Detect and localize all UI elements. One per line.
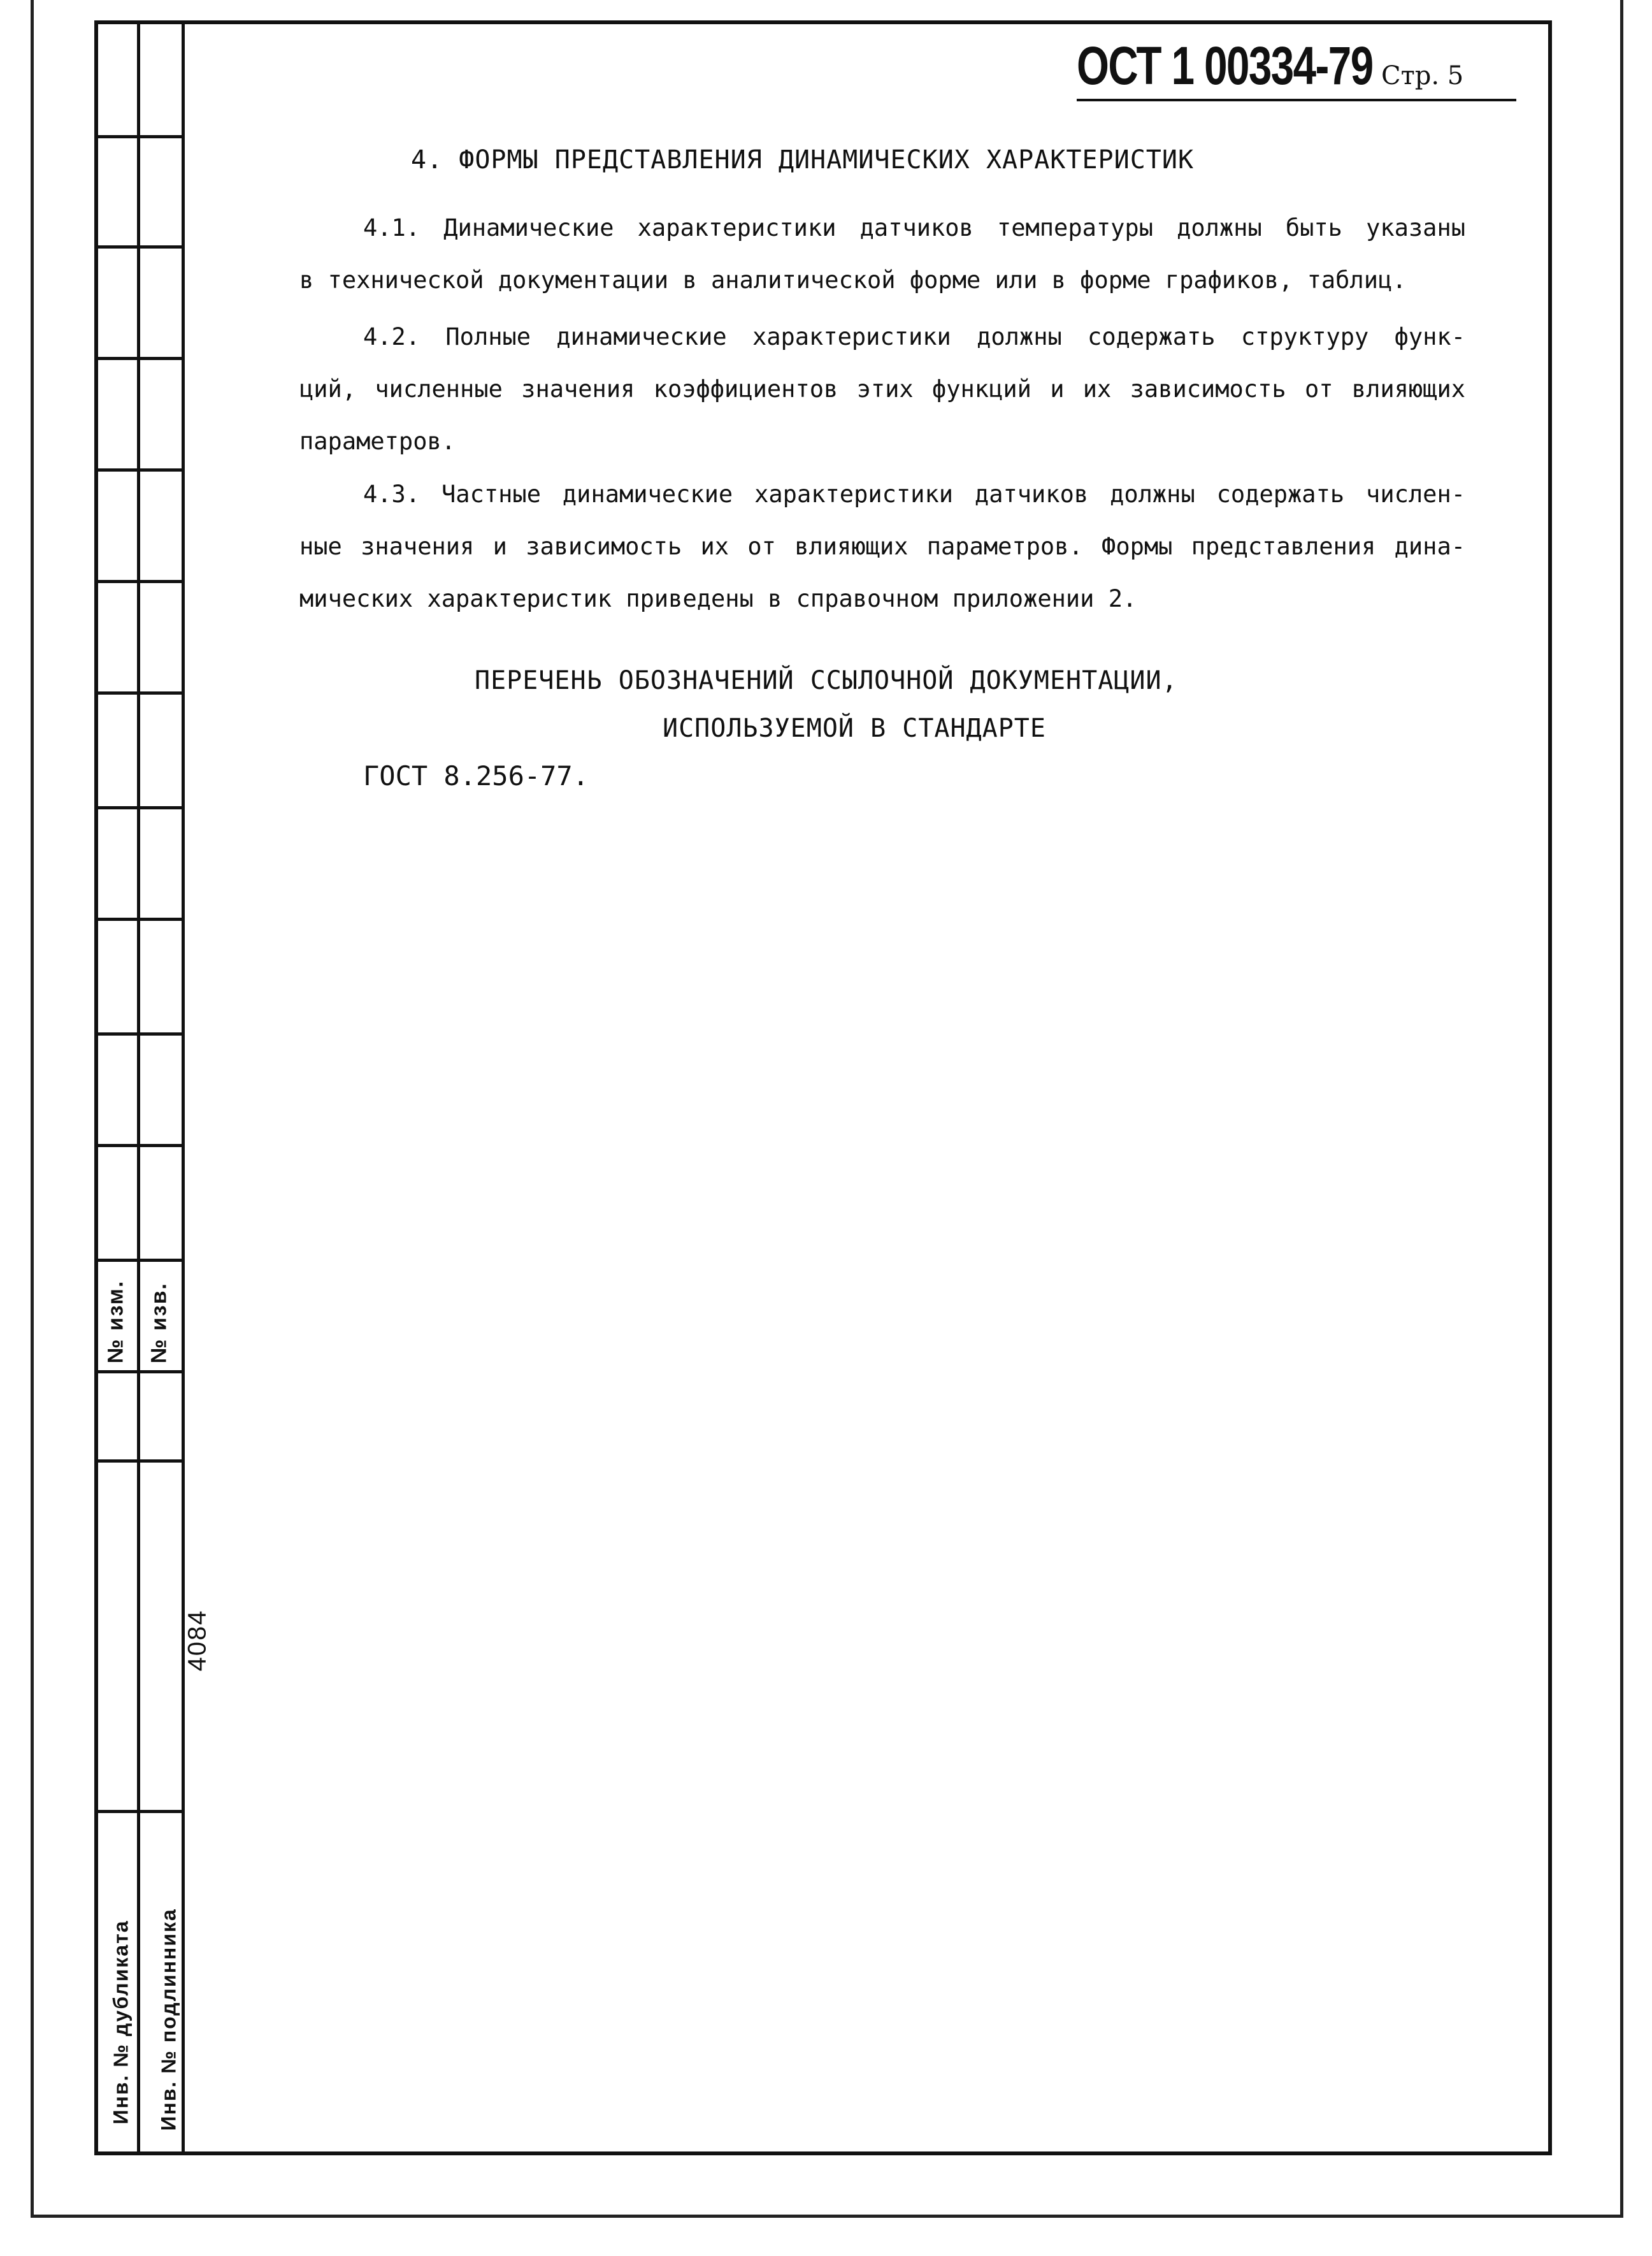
page-number: Стр. 5 [1381,61,1464,90]
paragraph-line: параметров. [299,428,456,455]
original-inventory-number: 4084 [183,1609,212,1672]
paragraph-line: в технической документации в аналитической форме или в форме графиков, таблиц. [299,266,1407,294]
strip-cell-line [94,245,183,249]
strip-cell-line [94,357,183,360]
strip-cell-line [94,1459,183,1463]
duplicate-inventory-label: Инв. № дубликата [109,1920,133,2125]
strip-cell-line [94,1259,183,1262]
change-number-label: № изм. [103,1280,128,1364]
paragraph-line: мических характеристик приведены в справочном приложении 2. [299,585,1137,612]
reference-item: ГОСТ 8.256-77. [363,760,589,792]
strip-cell-line [94,1032,183,1036]
strip-cell-line [94,580,183,583]
strip-cell-line [94,1144,183,1147]
paragraph-4-3 [299,468,1465,625]
strip-divider-line [182,20,185,2155]
strip-cell-line [94,918,183,921]
strip-cell-line [94,806,183,809]
strip-cell-line [94,1370,183,1373]
strip-divider-line [137,20,140,2155]
paragraph-line: 4.3. Частные динамические характеристики датчиков должны содержать числен- [363,481,1465,508]
paragraph-line: ные значения и зависимость их от влияющих параметров. Формы представления дина- [299,533,1465,560]
paragraph-line: 4.1. Динамические характеристики датчиков температуры должны быть указаны [363,214,1465,242]
strip-cell-line [94,135,183,138]
references-heading-line2: ИСПОЛЬЗУЕМОЙ В СТАНДАРТЕ [663,714,1046,743]
references-heading-line1: ПЕРЕЧЕНЬ ОБОЗНАЧЕНИЙ ССЫЛОЧНОЙ ДОКУМЕНТАЦИИ, [475,666,1178,695]
paragraph-4-2 [299,311,1465,468]
paragraph-line: ций, численные значения коэффициентов этих функций и их зависимость от влияющих [299,375,1465,403]
original-inventory-label: Инв. № подлинника [157,1908,180,2131]
section-title: 4. ФОРМЫ ПРЕДСТАВЛЕНИЯ ДИНАМИЧЕСКИХ ХАРАКТЕРИСТИК [411,145,1195,175]
strip-cell-line [94,1810,183,1813]
strip-cell-line [94,691,183,695]
notice-number-label: № изв. [147,1282,171,1364]
paragraph-line: 4.2. Полные динамические характеристики должны содержать структуру функ- [363,323,1465,351]
document-number: ОСТ 1 00334-79 [1077,36,1373,96]
paragraph-4-1 [299,202,1465,307]
strip-cell-line [94,468,183,472]
header-underline [1077,99,1516,101]
